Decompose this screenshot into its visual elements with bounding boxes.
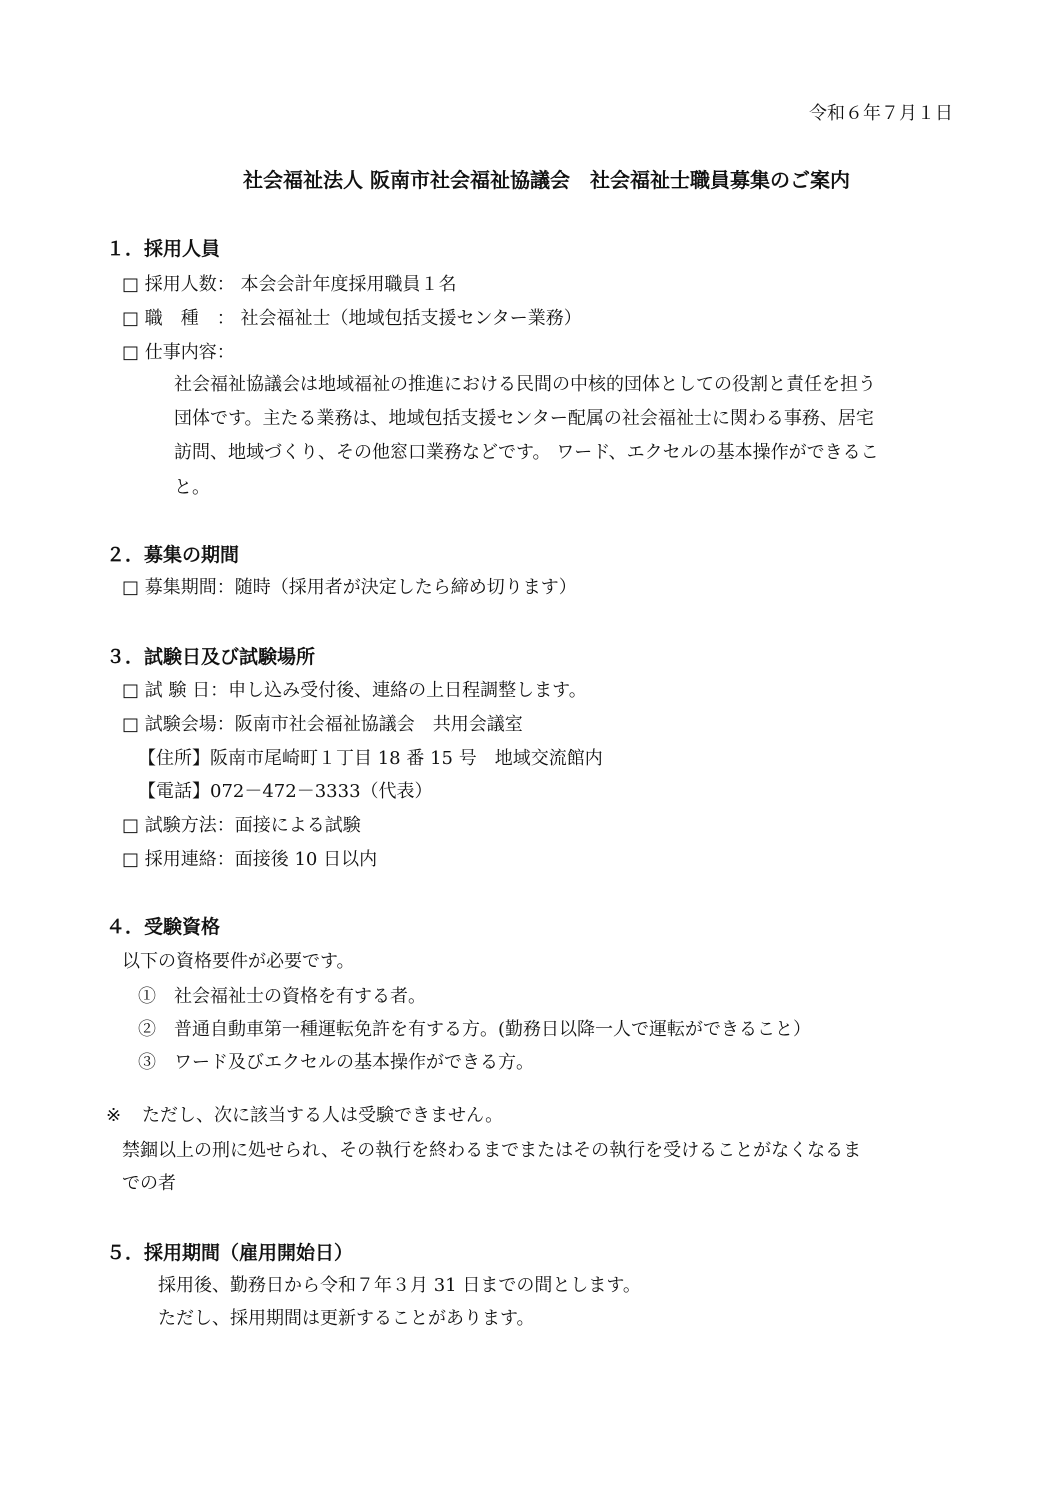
note-body-line: での者	[122, 1173, 176, 1194]
section-heading-recruitment-period: ２．募集の期間	[106, 544, 240, 566]
note-text: ただし、次に該当する人は受験できません。	[142, 1105, 504, 1126]
list-item: □ 試 験 日：申し込み受付後、連絡の上日程調整します。	[122, 680, 587, 701]
document-title: 社会福祉法人 阪南市社会福祉協議会 社会福祉士職員募集のご案内	[243, 168, 850, 192]
section-heading-employment-period: ５．採用期間（雇用開始日）	[106, 1242, 354, 1264]
list-item: □ 職 種 ： 社会福祉士（地域包括支援センター業務）	[122, 308, 582, 329]
job-description-line: 団体です。主たる業務は、地域包括支援センター配属の社会福祉士に関わる事務、居宅	[174, 408, 874, 429]
eligibility-intro: 以下の資格要件が必要です。	[122, 951, 355, 972]
employment-period-line: 採用後、勤務日から令和７年３月 31 日までの間とします。	[158, 1275, 641, 1296]
job-description-line: と。	[174, 477, 210, 498]
section-heading-recruitment-count: １．採用人員	[106, 238, 221, 260]
note-body-line: 禁錮以上の刑に処せられ、その執行を終わるまでまたはその執行を受けることがなくなるま	[122, 1140, 862, 1161]
list-item: □ 募集期間：随時（採用者が決定したら締め切ります）	[122, 577, 577, 598]
list-item: □ 試験会場：阪南市社会福祉協議会 共用会議室	[122, 714, 523, 735]
document-date: 令和６年７月１日	[809, 103, 953, 124]
employment-period-line: ただし、採用期間は更新することがあります。	[158, 1308, 535, 1329]
list-item: ② 普通自動車第一種運転免許を有する方。(勤務日以降一人で運転ができること）	[138, 1019, 812, 1040]
list-item: □ 採用人数： 本会会計年度採用職員１名	[122, 274, 457, 295]
list-item: ③ ワード及びエクセルの基本操作ができる方。	[138, 1052, 534, 1073]
section-heading-eligibility: ４．受験資格	[106, 916, 221, 938]
list-item: □ 仕事内容：	[122, 342, 235, 363]
list-item: ① 社会福祉士の資格を有する者。	[138, 986, 426, 1007]
section-heading-exam-date-place: ３．試験日及び試験場所	[106, 646, 316, 668]
job-description-line: 社会福祉協議会は地域福祉の推進における民間の中核的団体としての役割と責任を担う	[174, 374, 876, 395]
note-mark: ※	[106, 1105, 122, 1126]
phone-line: 【電話】072－472－3333（代表）	[138, 781, 433, 802]
list-item: □ 採用連絡：面接後 10 日以内	[122, 849, 378, 870]
job-description-line: 訪問、地域づくり、その他窓口業務などです。 ワード、エクセルの基本操作ができるこ	[174, 442, 879, 463]
address-line: 【住所】阪南市尾崎町１丁目 18 番 15 号 地域交流館内	[138, 748, 603, 769]
list-item: □ 試験方法：面接による試験	[122, 815, 361, 836]
